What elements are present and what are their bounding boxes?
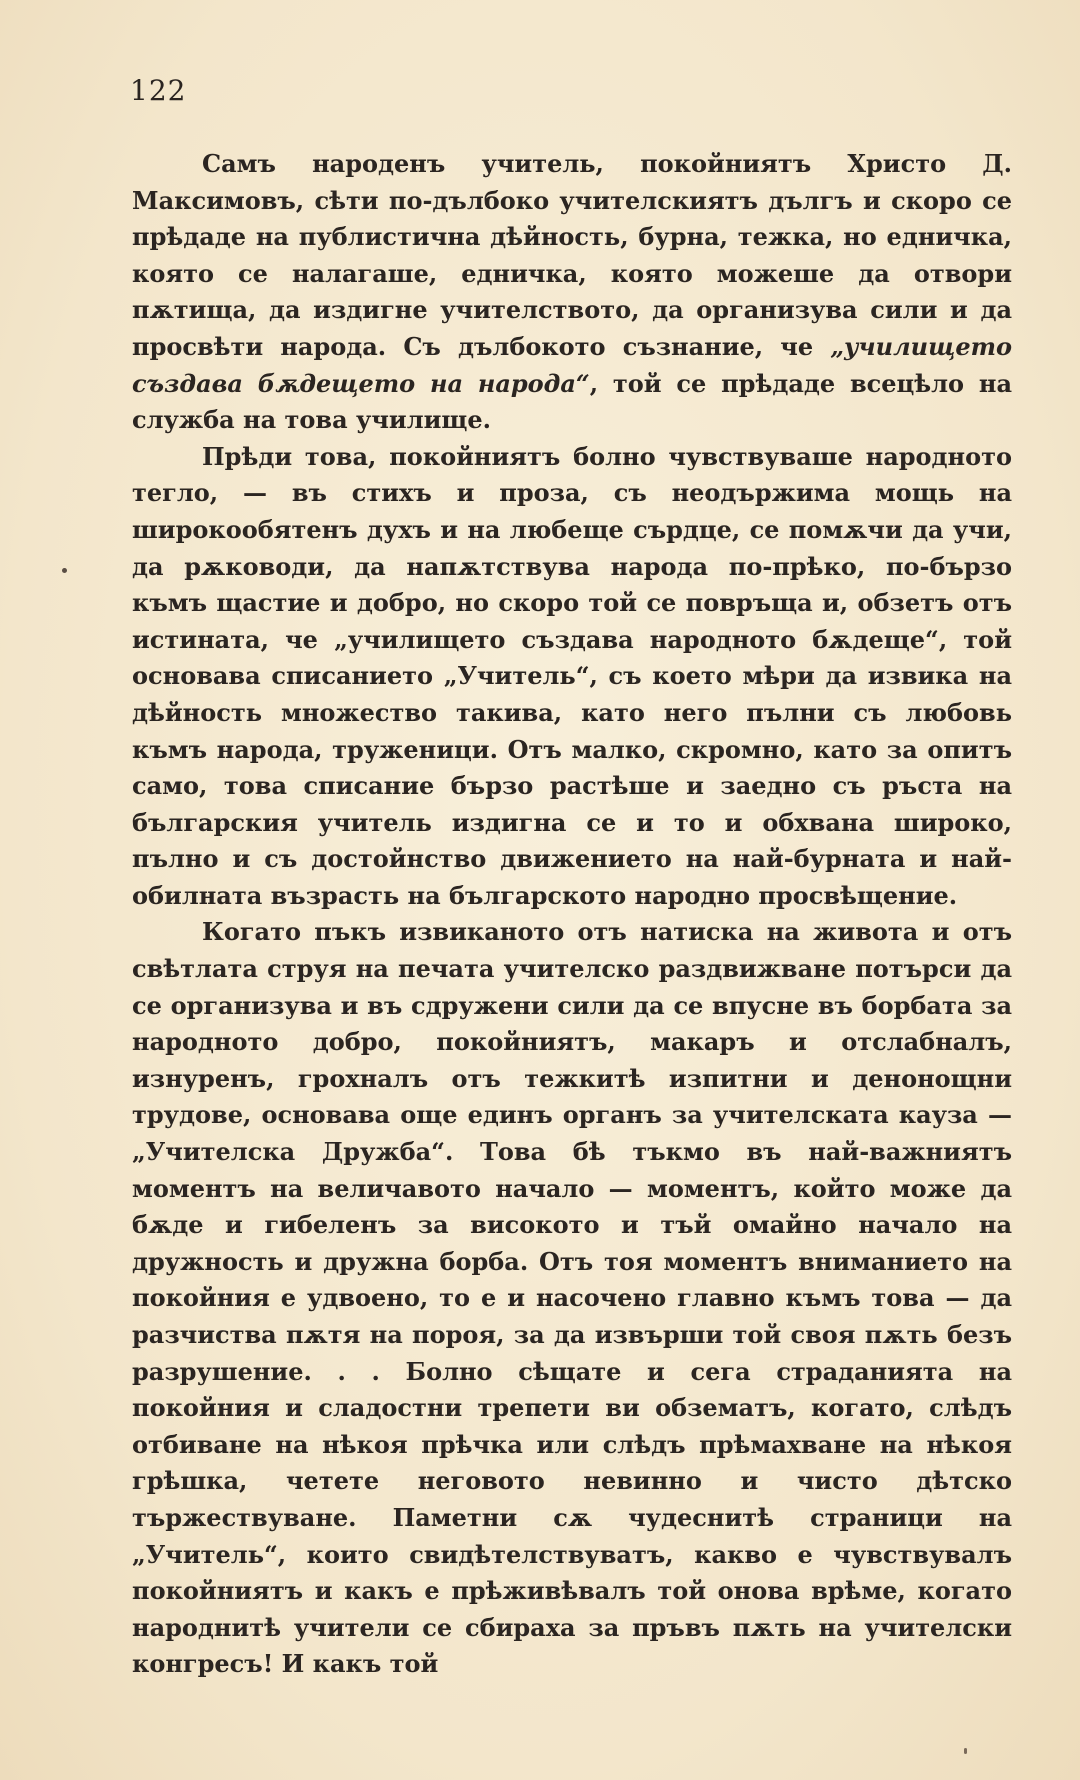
paper-speck [964, 1748, 967, 1754]
paragraph-3 [132, 914, 1012, 1682]
paragraph-text: Когато пъкъ извиканото отъ натиска на живота и отъ свѣтлата струя на печата учителско раздвижване потърси да се организува и въ сдружени сили да се впусне въ борбата за народното добро, покойниятъ, макаръ и отслабналъ, изнуренъ, грохналъ отъ тежкитѣ изпитни и денонощни трудове, основава още единъ органъ за учителската кауза — „Учителска Дружба“. Това бѣ тъкмо въ най-важниятъ моментъ на величавото начало — моментъ, който може да бѫде и гибеленъ за високото и тъй омайно начало на дружность и дружна борба. Отъ тоя моментъ вниманието на покойния е удвоено, то е и насочено главно къмъ това — да разчиства пѫтя на пороя, за да извърши той своя пѫть безъ разрушение. . . Болно сѣщате и сега страданията на покойния и сладостни трепети ви обзематъ, когато, слѣдъ отбиване на нѣкоя прѣчка или слѣдъ прѣмахване на нѣкоя грѣшка, четете неговото невинно и чисто дѣтско тържествуване. Паметни сѫ чудеснитѣ страници на „Учитель“, които свидѣтелствуватъ, какво е чувствувалъ покойниятъ и какъ е прѣживѣвалъ той онова врѣме, когато народнитѣ учители се сбираха за пръвъ пѫть на учителски конгресъ! И какъ той [132, 917, 1012, 1679]
paragraph-2 [132, 439, 1012, 915]
quoted-phrase: „училището създава бѫдещето на народа“ [132, 331, 1012, 398]
body-text [132, 146, 1012, 1683]
paragraph-1 [132, 146, 1012, 439]
paragraph-text: Прѣди това, покойниятъ болно чувствуваше народното тегло, — въ стихъ и проза, съ неодържима мощь на широкообятенъ духъ и на любеще сърдце, се помѫчи да учи, да рѫководи, да напѫтствува народа по-прѣко, по-бързо къмъ щастие и добро, но скоро той се повръща и, обзетъ отъ истината, че „училището създава народното бѫдеще“, той основава списанието „Учитель“, съ което мѣри да извика на дѣйность множество такива, като него пълни съ любовь къмъ народа, труженици. Отъ малко, скромно, като за опитъ само, това списание бързо растѣше и заедно съ ръста на българския учитель издигна се и то и обхвана широко, пълно и съ достойнство движението на най-бурната и най-обилната възрасть на българското народно просвѣщение. [132, 441, 1012, 910]
paragraph-text: Самъ народенъ учитель, покойниятъ Христо Д. Максимовъ, сѣти по-дълбоко учителскиятъ дългъ и скоро се прѣдаде на публистична дѣйность, бурна, тежка, но едничка, която се налагаше, едничка, която можеше да отвори пѫтища, да издигне учителството, да организува сили и да просвѣти народа. Съ дълбокото съзнание, че [132, 149, 1012, 361]
margin-dot [62, 568, 67, 573]
page-number: 122 [130, 74, 187, 107]
paragraph-text: , той се прѣдаде всецѣло на служба на това училище. [132, 368, 1012, 435]
